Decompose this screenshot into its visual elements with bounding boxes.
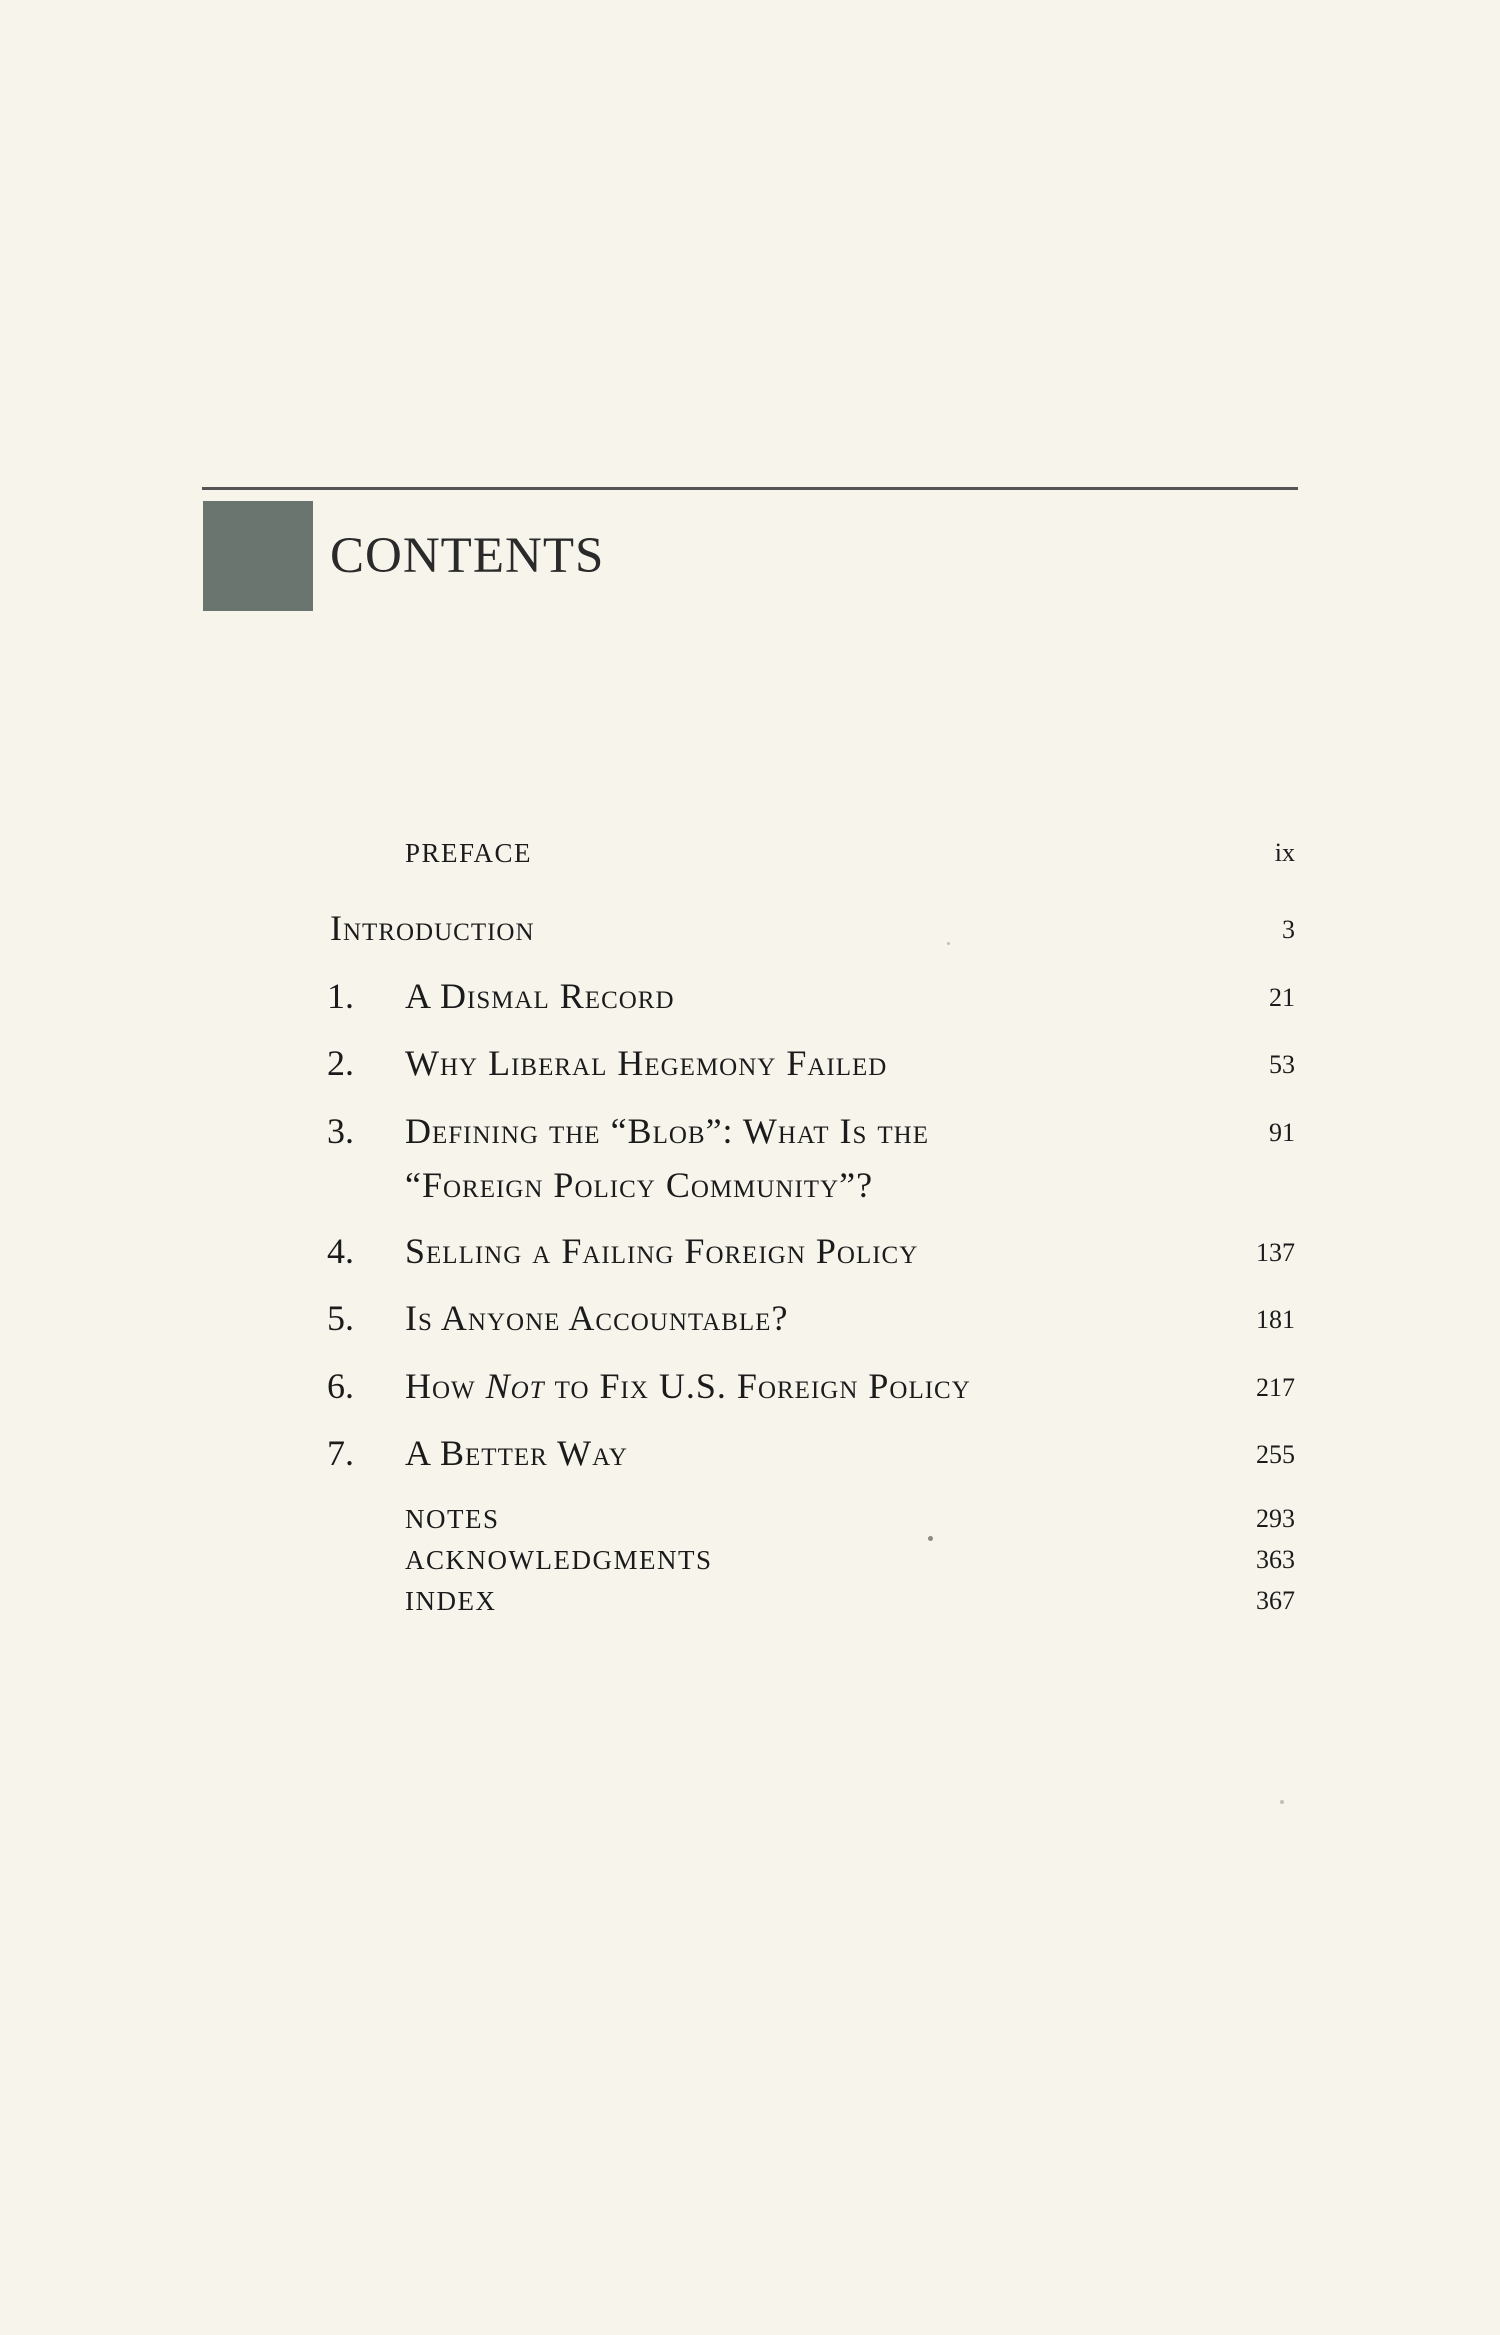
toc-entry-page: 91 bbox=[1269, 1118, 1295, 1147]
toc-entry-title bbox=[405, 1363, 971, 1409]
toc-entry-number: 5. bbox=[327, 1298, 354, 1338]
toc-entry-page: 363 bbox=[1256, 1545, 1295, 1574]
toc-entry-page: 367 bbox=[1256, 1586, 1295, 1615]
paper-speck bbox=[947, 942, 950, 945]
toc-title-part: to Fix U.S. Foreign Policy bbox=[544, 1366, 971, 1406]
toc-entry-number: 1. bbox=[327, 976, 354, 1016]
toc-entry-number: 6. bbox=[327, 1366, 354, 1406]
toc-entry-number: 4. bbox=[327, 1231, 354, 1271]
toc-entry-title: PREFACE bbox=[405, 838, 533, 868]
toc-entry-title: Introduction bbox=[330, 908, 535, 948]
paper-speck bbox=[928, 1536, 933, 1541]
header-block bbox=[203, 501, 313, 611]
paper-speck bbox=[1280, 1800, 1284, 1804]
toc-entry-page: 137 bbox=[1256, 1238, 1295, 1267]
toc-entry-number: 3. bbox=[327, 1111, 354, 1151]
page-title: CONTENTS bbox=[330, 528, 605, 584]
toc-entry-title-line-1: Defining the “Blob”: What Is the bbox=[405, 1111, 929, 1151]
toc-entry-page: 53 bbox=[1269, 1050, 1295, 1079]
toc-entry-page: 181 bbox=[1256, 1305, 1295, 1334]
toc-entry-page: 3 bbox=[1282, 915, 1295, 944]
toc-entry-page: 293 bbox=[1256, 1504, 1295, 1533]
toc-entry-title: Why Liberal Hegemony Failed bbox=[405, 1043, 888, 1083]
toc-entry-title: A Better Way bbox=[405, 1433, 628, 1473]
toc-entry-title: ACKNOWLEDGMENTS bbox=[405, 1545, 713, 1575]
toc-entry-title: NOTES bbox=[405, 1504, 500, 1534]
toc-title-emphasis: Not bbox=[485, 1366, 545, 1406]
toc-entry-page: 255 bbox=[1256, 1440, 1295, 1469]
toc-entry-number: 2. bbox=[327, 1043, 354, 1083]
toc-entry-page: 21 bbox=[1269, 983, 1295, 1012]
toc-entry-title: A Dismal Record bbox=[405, 976, 675, 1016]
header-rule bbox=[202, 487, 1298, 490]
toc-entry-title: Is Anyone Accountable? bbox=[405, 1298, 789, 1338]
toc-title-part: How bbox=[405, 1366, 486, 1406]
toc-entry-title-line-2: “Foreign Policy Community”? bbox=[405, 1165, 874, 1205]
toc-entry-number: 7. bbox=[327, 1433, 354, 1473]
toc-entry-page: ix bbox=[1274, 838, 1295, 867]
toc-entry-title: INDEX bbox=[405, 1586, 497, 1616]
toc-entry-title: Selling a Failing Foreign Policy bbox=[405, 1231, 919, 1271]
toc-entry-page: 217 bbox=[1256, 1373, 1295, 1402]
